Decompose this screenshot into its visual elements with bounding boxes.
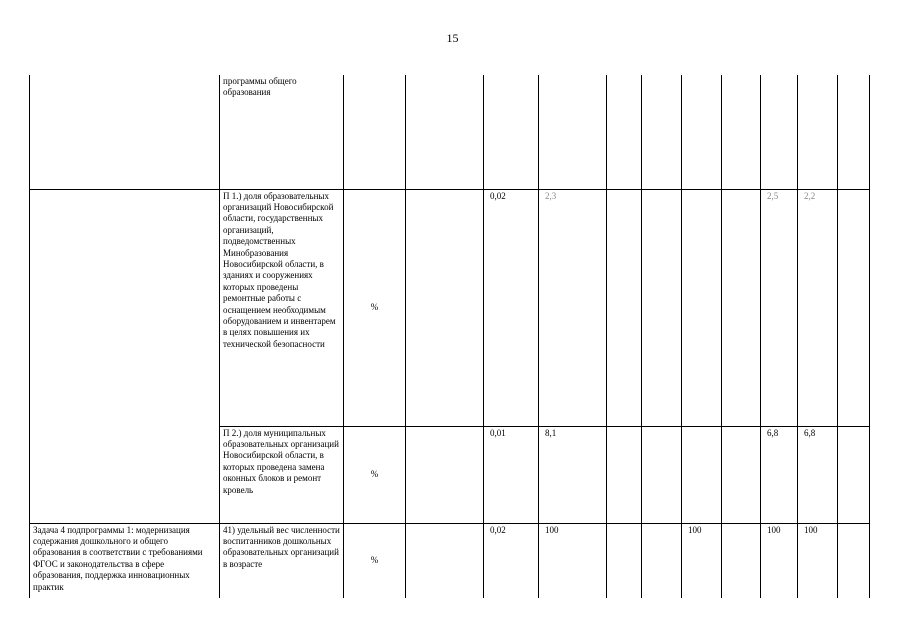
- value-cell: [838, 75, 870, 189]
- value-cell: 8,1: [539, 426, 607, 523]
- value-cell: [682, 189, 722, 426]
- value-cell: [838, 189, 870, 426]
- unit-cell: [344, 75, 406, 189]
- value-cell: 2,2: [798, 189, 838, 426]
- value-cell: [642, 426, 682, 523]
- value-cell: 2,5: [761, 189, 798, 426]
- page-number: 15: [446, 31, 459, 45]
- value-cell: [642, 523, 682, 598]
- value-cell: [761, 75, 798, 189]
- indicator-cell: программы общего образования: [220, 75, 344, 189]
- value-cell: 0,02: [484, 523, 539, 598]
- value-cell: [682, 75, 722, 189]
- value-cell: [406, 523, 484, 598]
- value-cell: [406, 189, 484, 426]
- value-cell: [838, 426, 870, 523]
- indicator-cell: П 1.) доля образовательных организаций Новосибирской области, государственных организаций, подведомственных Минобразования Новосибирской области, в зданиях и сооружениях которых проведены ремонтные работы с оснащением необходимым оборудованием и инвентарем в целях повышения их технической безопасности: [220, 189, 344, 426]
- value-cell: [406, 75, 484, 189]
- value-cell: [642, 189, 682, 426]
- task-cell: [30, 75, 220, 189]
- value-cell: 6,8: [761, 426, 798, 523]
- value-cell: [722, 75, 761, 189]
- value-cell: 100: [539, 523, 607, 598]
- value-cell: [607, 426, 642, 523]
- table-row: [30, 75, 870, 189]
- value-cell: [682, 426, 722, 523]
- indicators-table: [29, 75, 870, 598]
- task-cell: Задача 4 подпрограммы 1: модернизация содержания дошкольного и общего образования в соответствии с требованиями ФГОС и законодательства в сфере образования, поддержка инновационных практик: [30, 523, 220, 598]
- value-cell: [838, 523, 870, 598]
- value-cell: [607, 189, 642, 426]
- table-row: [30, 523, 870, 598]
- value-cell: [484, 75, 539, 189]
- value-cell: 6,8: [798, 426, 838, 523]
- value-cell: [607, 523, 642, 598]
- table-row: [30, 189, 870, 426]
- value-cell: 100: [682, 523, 722, 598]
- value-cell: [798, 75, 838, 189]
- indicator-cell: 41) удельный вес численности воспитанников дошкольных образовательных организаций в возрасте: [220, 523, 344, 598]
- value-cell: 100: [761, 523, 798, 598]
- task-cell: [30, 189, 220, 523]
- unit-cell: %: [344, 189, 406, 426]
- value-cell: 2,3: [539, 189, 607, 426]
- indicator-cell: П 2.) доля муниципальных образовательных организаций Новосибирской области, в которых проведена замена оконных блоков и ремонт кровель: [220, 426, 344, 523]
- value-cell: [722, 523, 761, 598]
- value-cell: 0,01: [484, 426, 539, 523]
- value-cell: 100: [798, 523, 838, 598]
- value-cell: [406, 426, 484, 523]
- value-cell: 0,02: [484, 189, 539, 426]
- value-cell: [539, 75, 607, 189]
- value-cell: [722, 189, 761, 426]
- unit-cell: %: [344, 426, 406, 523]
- value-cell: [607, 75, 642, 189]
- value-cell: [722, 426, 761, 523]
- value-cell: [642, 75, 682, 189]
- unit-cell: %: [344, 523, 406, 598]
